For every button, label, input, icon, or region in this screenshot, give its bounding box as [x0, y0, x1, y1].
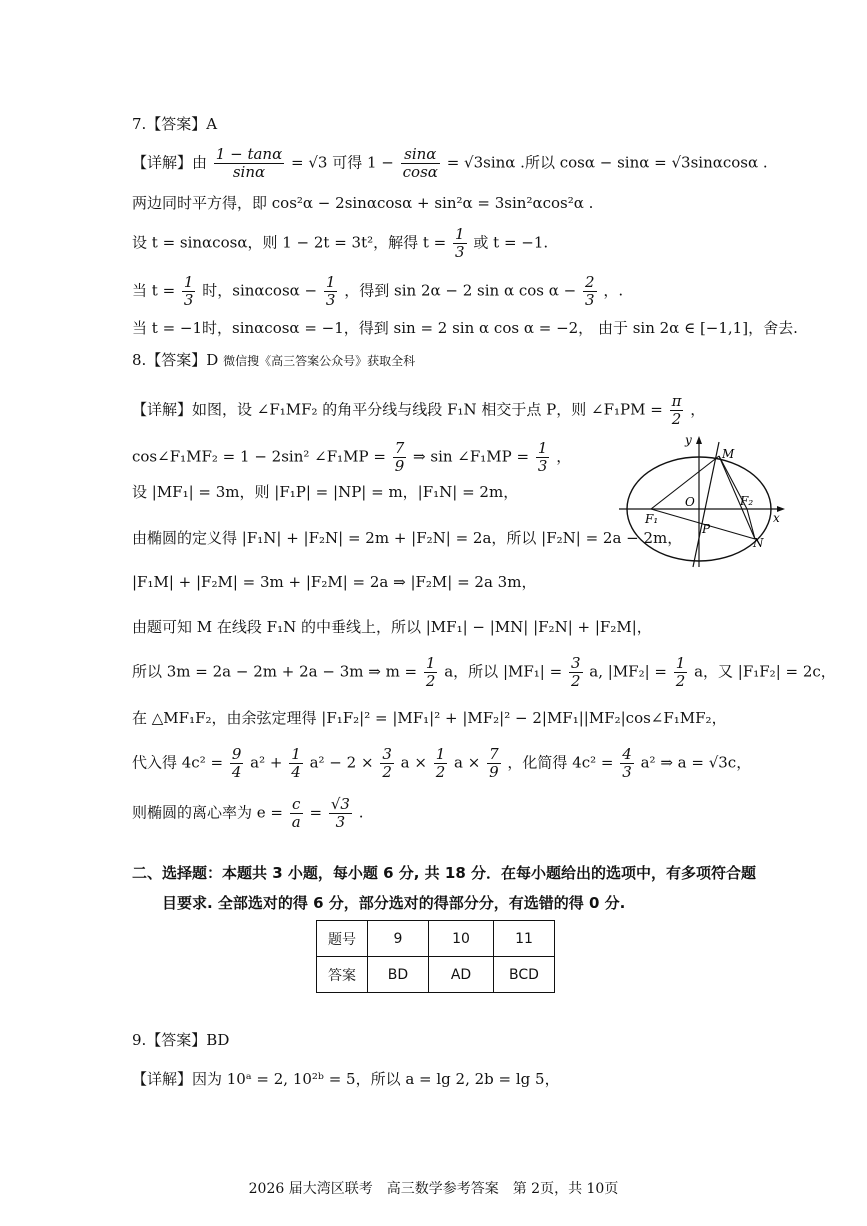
q8-answer: 8.【答案】D [132, 351, 219, 369]
fig-label-F2: F₂ [740, 494, 754, 508]
q9-detail: 【详解】因为 10ᵃ = 2, 10²ᵇ = 5，所以 a = lg 2, 2b = lg 5， [132, 1070, 560, 1088]
q8-line1: 【详解】如图，设 ∠F₁MF₂ 的角平分线与线段 F₁N 相交于点 P，则 ∠F₁PM = $\frac{\pi}{2}$ ， [132, 392, 706, 428]
q8-line3: 设 |MF₁| = 3m，则 |F₁P| = |NP| = m，|F₁N| = 2m， [132, 483, 519, 501]
q8-line6: 由题可知 M 在线段 F₁N 的中垂线上，所以 |MF₁| − |MN| |F₂N| + |F₂M|， [132, 618, 652, 636]
q7-line3: 设 t = sinαcosα，则 1 − 2t = 3t²，解得 t = $\frac{1}{3}$ 或 t = −1. [132, 225, 549, 261]
q8-line4: 由椭圆的定义得 |F₁N| + |F₂N| = 2m + |F₂N| = 2a，所以 |F₂N| = 2a − 2m， [132, 529, 683, 547]
fig-label-P: P [702, 522, 711, 536]
fig-label-M: M [722, 447, 735, 461]
row-cell: AD [429, 957, 494, 993]
promo-text: 微信搜《高三答案公众号》获取全科 [223, 354, 416, 368]
page-footer: 2026 届大湾区联考 高三数学参考答案 第 2页，共 10页 [248, 1181, 619, 1197]
row-cell: 答案 [317, 957, 368, 993]
header-cell: 10 [429, 921, 494, 957]
q8-line8: 在 △MF₁F₂，由余弦定理得 |F₁F₂|² = |MF₁|² + |MF₂|² − 2|MF₁||MF₂|cos∠F₁MF₂， [132, 709, 727, 727]
row-cell: BD [368, 957, 429, 993]
fig-label-O: O [685, 495, 695, 509]
row-cell: BCD [494, 957, 555, 993]
header-cell: 11 [494, 921, 555, 957]
q8-line2: cos∠F₁MF₂ = 1 − 2sin² ∠F₁MP = $\frac{7}{9}$ ⇒ sin ∠F₁MP = $\frac{1}{3}$ ， [132, 439, 572, 475]
ellipse-figure [615, 430, 790, 570]
q7-detail-line1: 【详解】由 $\frac{1 - \tan\alpha}{\sin\alpha}$ = √3 可得 1 − $\frac{\sin\alpha}{\cos\alpha}$ = √3sinα .所以 cosα − sinα = √3sinαcosα . [132, 145, 768, 181]
q8-answer-line [132, 350, 415, 371]
header-cell: 9 [368, 921, 429, 957]
q8-line10: 则椭圆的离心率为 e = $\frac{c}{a}$ = $\frac{√3}{3}$ . [132, 795, 364, 831]
answer-table-header [317, 921, 555, 957]
q8-line7: 所以 3m = 2a − 2m + 2a − 3m ⇒ m = $\frac{1}{2}$ a，所以 |MF₁| = $\frac{3}{2}$ a, |MF₂| = $\frac{1}{2}$ a，又 |F₁F₂| = 2c， [132, 654, 836, 690]
bisector-line [693, 442, 719, 567]
fig-label-N: N [753, 536, 764, 550]
section2-line2: 目要求. 全部选对的得 6 分，部分选对的得部分分，有选错的得 0 分. [162, 894, 626, 912]
q7-line5: 当 t = −1时，sinαcosα = −1，得到 sin = 2 sin α cos α = −2， 由于 sin 2α ∈ [−1,1]，舍去. [132, 319, 798, 337]
q7-line4: 当 t = $\frac{1}{3}$ 时，sinαcosα − $\frac{1}{3}$ ，得到 sin 2α − 2 sin α cos α − $\frac{2}{3}$ ，. [132, 273, 624, 309]
y-axis-arrow [696, 436, 702, 444]
fig-label-x: x [773, 511, 780, 525]
q7-answer: 7.【答案】A [132, 115, 218, 133]
fig-label-y: y [685, 433, 692, 447]
header-cell: 题号 [317, 921, 368, 957]
q9-answer: 9.【答案】BD [132, 1031, 230, 1049]
q7-line2: 两边同时平方得，即 cos²α − 2sinαcosα + sin²α = 3sin²αcos²α . [132, 194, 594, 212]
fig-label-F1: F₁ [645, 512, 659, 526]
answer-table-row [317, 957, 555, 993]
section2-line1: 二、选择题：本题共 3 小题，每小题 6 分, 共 18 分．在每小题给出的选项中，有多项符合题 [132, 864, 757, 882]
answer-table [316, 920, 555, 993]
q8-line5: |F₁M| + |F₂M| = 3m + |F₂M| = 2a ⇒ |F₂M| = 2a 3m， [132, 573, 537, 591]
q8-line9: 代入得 4c² = $\frac{9}{4}$ a² + $\frac{1}{4}$ a² − 2 × $\frac{3}{2}$ a × $\frac{1}{2}$ a × $\frac{7}{9}$ ，化简得 4c² = $\frac{4}{3}$ a² ⇒ a = √3c， [132, 745, 752, 781]
